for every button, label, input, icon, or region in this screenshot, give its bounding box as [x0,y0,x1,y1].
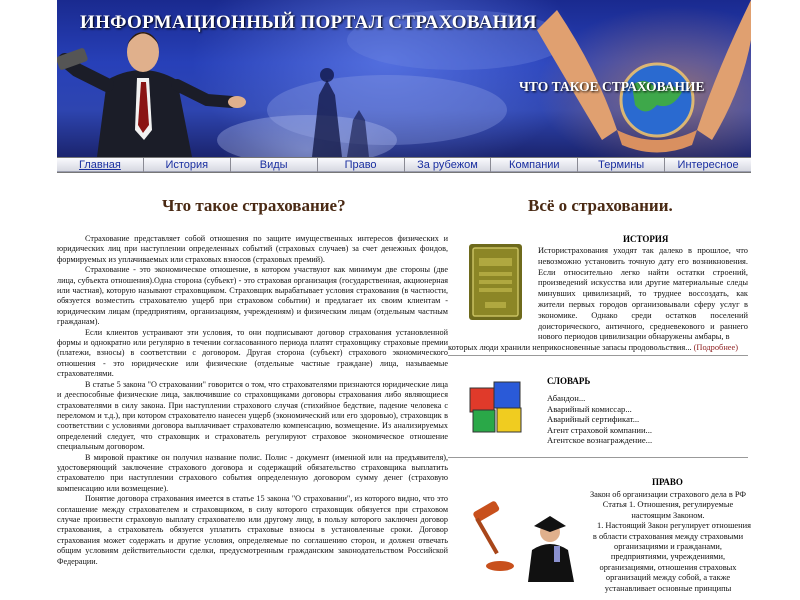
article-paragraph: Если клиентов устраивают эти условия, то они подписывают договор страхования установленной формы и однократно или регулярно в течении согласованного периода платят страховщику страховые премии (платежи, взносы) в соответствии с договором. Другая сторона (субъект) страхового экономического отношения - это юридические или физические (отдельные частные граждане) лица, называемые страхователями. [57,327,448,379]
nav-item-law[interactable]: Право [318,158,405,172]
main-nav [57,157,751,173]
article-paragraph: Страхование представляет собой отношения по защите имущественных интересов физических и юридических лиц при наступлении определенных событий (страховых случаев) за счет денежных фондов, формируемых из уплачиваемых или страховых взносов (страховых премий). [57,234,448,264]
law-article: Статья 1. Отношения, регулируемые настоящим Законом. [602,500,734,520]
nav-item-interesting[interactable]: Интересное [665,158,751,172]
gavel-icon [467,488,517,578]
banner-subtitle: ЧТО ТАКОЕ СТРАХОВАНИЕ [519,79,705,94]
history-text-tail [448,343,748,354]
law-title: ПРАВО [652,477,683,487]
header-banner [57,0,751,157]
article-paragraph: Понятие договора страхования имеется в статье 15 закона "О страховании", из которого видно, что это соглашение между страхователем и страховщиком, в силу которого страховщик обязуется при страховом случае произвести страховую выплату страхователю или другому лицу, в пользу которого заключен договор страхования, а страхователь обязуется уплатить страховые взносы в установленные сроки. Договор страхования может содержать и другие условия, определяемые по соглашению сторон, и должен отвечать общим условиям действительности сделки, предусмотренным гражданским законодательством Российской Федерации. [57,494,448,566]
dictionary-item[interactable]: Аварийный сертификат... [547,414,640,425]
law-text [585,490,751,600]
nav-item-abroad[interactable]: За рубежом [405,158,492,172]
main-heading: Что такое страхование? [162,196,346,215]
book-icon [467,242,524,322]
globe-hands [537,0,751,153]
dictionary-list [547,393,747,446]
history-text: Истористрахования уходят так далеко в прошлое, что невозможно установить точную дату его возникновения. Если относительно легко найти остатки строений, произведений искусства или другие материальные следы минувших цивилизаций, то труднее воссоздать, как жители первых городов организовывали сферу услуг в экономике. Однако среди остатков поселений доисторического, античного, средневекового и раннего нового периодов цивилизации обнаружены амбары, в [538,246,748,342]
divider [448,355,748,356]
dictionary-item[interactable]: Аварийный комиссар... [547,403,632,414]
dictionary-item[interactable]: Агент страховой компании... [547,424,652,435]
law-intro: Закон об организации страхового дела в РФ [589,490,747,499]
dictionary-item[interactable]: Абандон... [547,393,586,403]
nav-item-terms[interactable]: Термины [578,158,665,172]
nav-item-history[interactable]: История [144,158,231,172]
sidebar-heading: Всё о страховании. [528,196,673,215]
article-paragraph: В статье 5 закона "О страховании" говорится о том, что страхователями признаются юридические лица и дееспособные физические лица, заключившие со страховщиками договоры страхования либо являющиеся страхователями в силу закона. При наступлении страхового случая (стихийное бедствие, падение человека с переломом и т.д.), при котором страхователю нанесен ущерб (экономический или его здоровью), страховщик в соответствии с условиями договора выплачивает страхователю компенсацию, возмещение. Из анализируемых определений следует, что страховщик и страхователь регулируют страховое экономическое отношение специальным договором. [57,379,448,452]
abc-blocks-icon [467,378,533,436]
law-body: 1. Настоящий Закон регулирует отношения в области страхования между страховыми организациями и гражданами, предприятиями, учреждениями, организациями, отношения страховых организаций между собой, а также устанавливает основные принципы [592,521,751,593]
nav-item-companies[interactable]: Компании [491,158,578,172]
judge-icon [520,510,582,582]
divider [448,457,748,458]
site-title: ИНФОРМАЦИОННЫЙ ПОРТАЛ СТРАХОВАНИЯ [80,12,537,33]
history-title: ИСТОРИЯ [623,234,669,244]
dictionary-title: СЛОВАРЬ [547,376,591,386]
article-paragraph: Страхование - это экономическое отношение, в котором участвуют как минимум две стороны (две лица, субъекта отношения).Одна сторона (субъект) - это страховая организация (государственная, акционерная или частная), которую называют страховщиком. Страховщик вырабатывает условия страхования (в частности, обязуется возместить страхователю ущерб при страховом событии) и предлагает их своим клиентам - юридическим лицам (предприятиям, организациям, учреждениям) и физическим лицам (отдельным частным гражданам). [57,265,448,327]
nav-item-home[interactable]: Главная [57,158,144,172]
dictionary-item[interactable]: Агентское вознаграждение... [547,435,653,446]
history-more-link[interactable]: (Подробнее) [693,343,739,352]
nav-item-types[interactable]: Виды [231,158,318,172]
article-paragraph: В мировой практике он получил название полис. Полис - документ (именной или на предъявителя), удостоверяющий заключение страхового договора и содержащий обязательство страховщика выплатить страхователю при наступлении страхового события определенную договором сумму денег (страховую компенсацию или возмещение). [57,452,448,493]
history-tail: которых люди хранили неприкосновенные запасы продовольствия... [448,343,692,352]
main-article [57,234,448,567]
